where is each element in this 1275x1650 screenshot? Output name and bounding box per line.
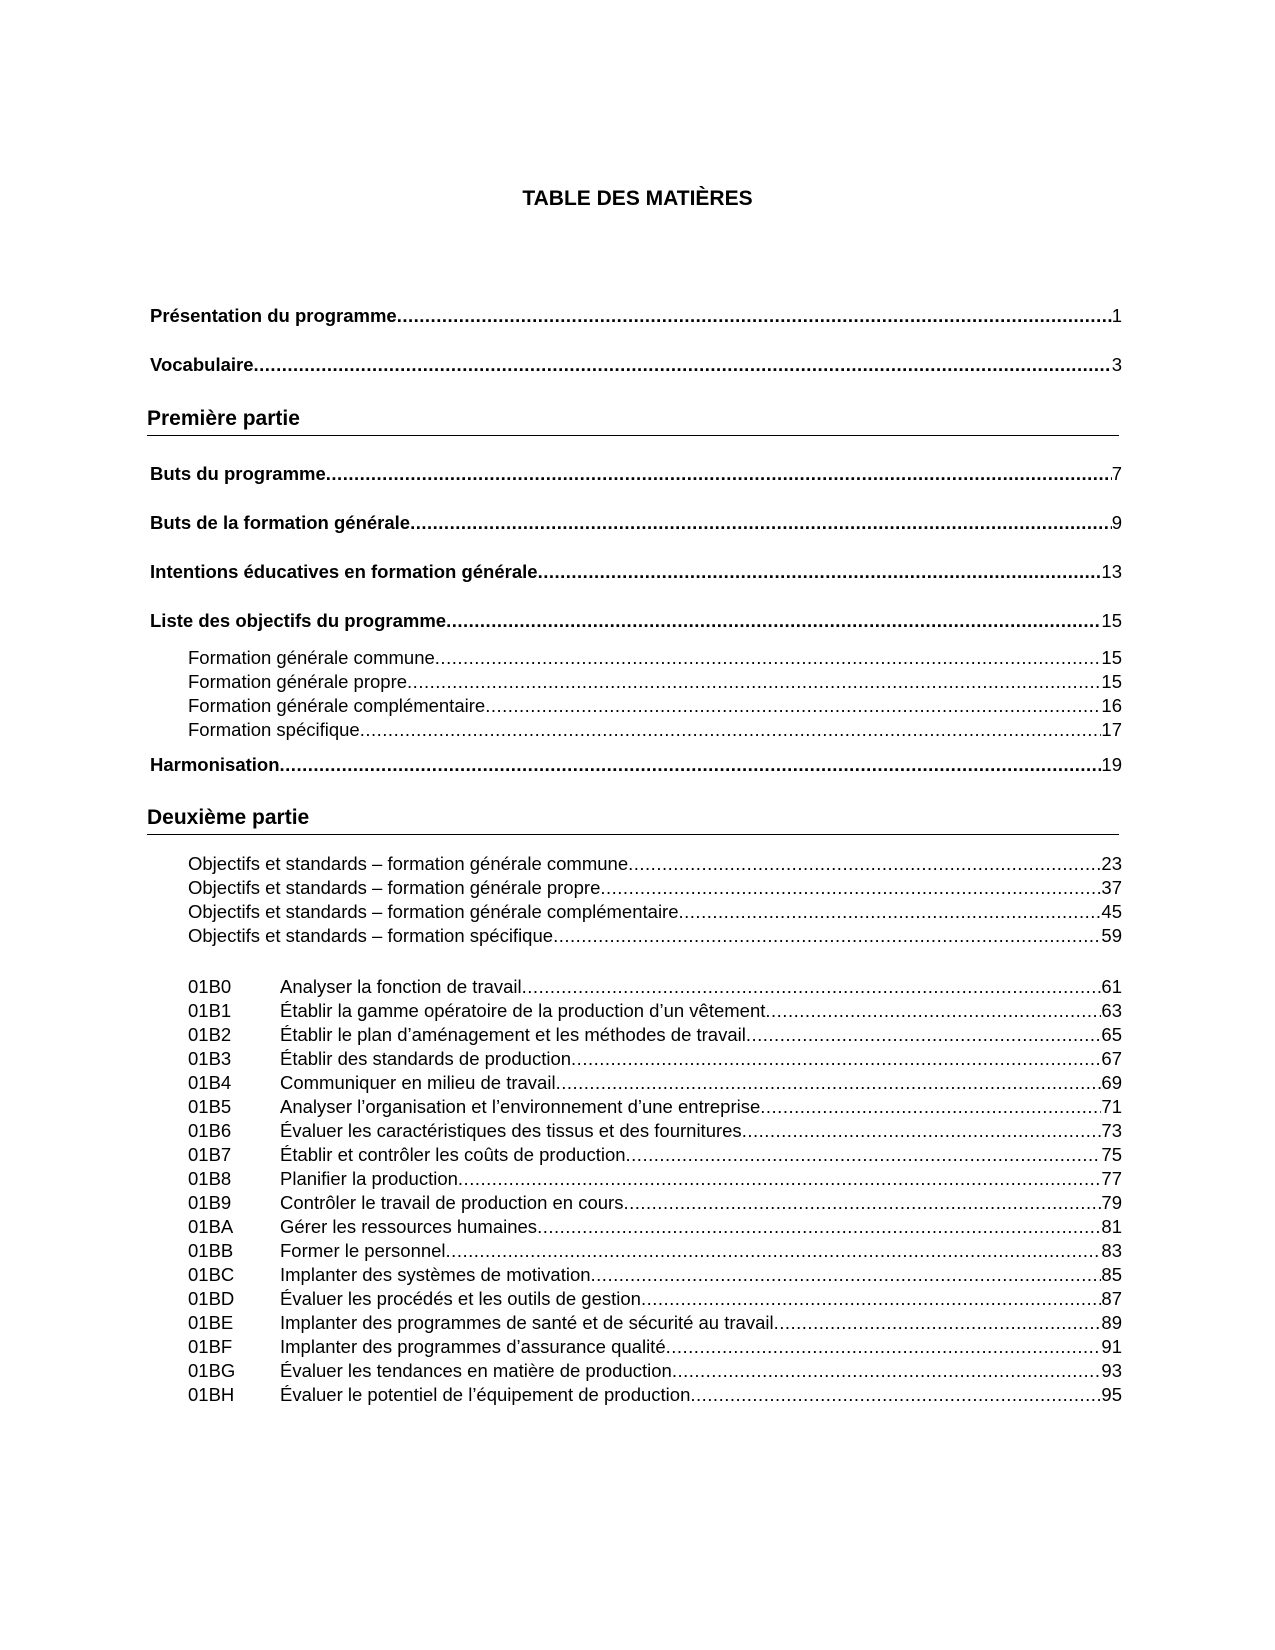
- toc-entry-page: 15: [1101, 610, 1122, 631]
- dot-leader: [326, 462, 1112, 486]
- toc-sub-entry[interactable]: [188, 718, 1122, 742]
- objective-code: 01BD: [188, 1288, 235, 1309]
- objective-entry[interactable]: [188, 1359, 1122, 1383]
- dot-leader: [446, 609, 1101, 633]
- toc-entry-page: 17: [1101, 719, 1122, 740]
- toc-entry[interactable]: [150, 304, 1122, 328]
- dot-leader: [397, 304, 1112, 328]
- toc-entry-label: Évaluer les tendances en matière de production: [280, 1360, 672, 1381]
- toc-entry-page: 79: [1101, 1192, 1122, 1213]
- dot-leader: [458, 1167, 1102, 1191]
- dot-leader: [623, 1191, 1101, 1215]
- toc-sub-entry[interactable]: [188, 852, 1122, 876]
- objective-entry[interactable]: [188, 1311, 1122, 1335]
- objective-entry[interactable]: [188, 1263, 1122, 1287]
- objective-entry[interactable]: [188, 1383, 1122, 1407]
- objective-code: 01B6: [188, 1120, 232, 1141]
- objective-code: 01B4: [188, 1072, 232, 1093]
- objective-entry[interactable]: [188, 1167, 1122, 1191]
- objective-code: 01B5: [188, 1096, 232, 1117]
- toc-entry-label: Gérer les ressources humaines: [280, 1216, 538, 1237]
- toc-entry[interactable]: [150, 353, 1122, 377]
- toc-entry-page: 13: [1101, 561, 1122, 582]
- dot-leader: [537, 1215, 1101, 1239]
- dot-leader: [407, 670, 1101, 694]
- objective-entry[interactable]: [188, 975, 1122, 999]
- toc-entry-label: Communiquer en milieu de travail: [280, 1072, 556, 1093]
- toc-entry-page: 95: [1101, 1384, 1122, 1405]
- dot-leader: [679, 900, 1102, 924]
- objective-entry[interactable]: [188, 1143, 1122, 1167]
- dot-leader: [571, 1047, 1101, 1071]
- objective-code: 01B3: [188, 1048, 232, 1069]
- toc-entry-page: 69: [1101, 1072, 1122, 1093]
- objective-entry[interactable]: [188, 1095, 1122, 1119]
- toc-entry-label: Intentions éducatives en formation générale: [150, 561, 538, 582]
- toc-sub-entry[interactable]: [188, 900, 1122, 924]
- toc-entry-label: Vocabulaire: [150, 354, 254, 375]
- toc-entry-label: Établir la gamme opératoire de la production d’un vêtement: [280, 1000, 766, 1021]
- toc-entry-label: Objectifs et standards – formation générale commune: [188, 853, 629, 874]
- dot-leader: [765, 999, 1101, 1023]
- objective-code: 01BH: [188, 1384, 235, 1405]
- dot-leader: [280, 753, 1102, 777]
- dot-leader: [760, 1095, 1101, 1119]
- toc-sub-entry[interactable]: [188, 876, 1122, 900]
- dot-leader: [641, 1287, 1101, 1311]
- toc-entry-page: 73: [1101, 1120, 1122, 1141]
- toc-entry-label: Établir des standards de production: [280, 1048, 572, 1069]
- toc-entry[interactable]: [150, 462, 1122, 486]
- objective-entry[interactable]: [188, 1047, 1122, 1071]
- toc-entry-page: 16: [1101, 695, 1122, 716]
- toc-entry-label: Objectifs et standards – formation spécifique: [188, 925, 554, 946]
- dot-leader: [522, 975, 1102, 999]
- toc-entry-label: Objectifs et standards – formation générale complémentaire: [188, 901, 679, 922]
- section-heading-part1: Première partie: [147, 406, 1119, 436]
- dot-leader: [626, 1143, 1102, 1167]
- objective-code: 01B9: [188, 1192, 232, 1213]
- toc-entry-page: 59: [1101, 925, 1122, 946]
- toc-entry-label: Contrôler le travail de production en cours: [280, 1192, 624, 1213]
- objective-entry[interactable]: [188, 1215, 1122, 1239]
- toc-entry-page: 15: [1101, 671, 1122, 692]
- dot-leader: [556, 1071, 1102, 1095]
- objective-code: 01BF: [188, 1336, 233, 1357]
- toc-entry-label: Établir le plan d’aménagement et les méthodes de travail: [280, 1024, 746, 1045]
- toc-entry-label: Buts du programme: [150, 463, 326, 484]
- toc-entry-label: Harmonisation: [150, 754, 280, 775]
- toc-entry-label: Présentation du programme: [150, 305, 397, 326]
- dot-leader: [591, 1263, 1102, 1287]
- objective-code: 01B8: [188, 1168, 232, 1189]
- dot-leader: [435, 646, 1102, 670]
- dot-leader: [538, 560, 1102, 584]
- objective-code: 01BE: [188, 1312, 234, 1333]
- toc-entry-page: 67: [1101, 1048, 1122, 1069]
- objective-code: 01BG: [188, 1360, 236, 1381]
- toc-entry-label: Implanter des systèmes de motivation: [280, 1264, 591, 1285]
- toc-entry-label: Implanter des programmes de santé et de sécurité au travail: [280, 1312, 774, 1333]
- toc-entry[interactable]: [150, 511, 1122, 535]
- dot-leader: [485, 694, 1101, 718]
- toc-entry-page: 23: [1101, 853, 1122, 874]
- objective-entry[interactable]: [188, 1119, 1122, 1143]
- toc-entry-page: 37: [1101, 877, 1122, 898]
- toc-entry-page: 3: [1111, 354, 1122, 375]
- dot-leader: [774, 1311, 1102, 1335]
- toc-sub-entry[interactable]: [188, 646, 1122, 670]
- toc-entry[interactable]: [150, 560, 1122, 584]
- toc-entry-label: Formation générale complémentaire: [188, 695, 486, 716]
- toc-entry-label: Formation spécifique: [188, 719, 360, 740]
- toc-entry-label: Formation générale commune: [188, 647, 435, 668]
- objective-entry[interactable]: [188, 1071, 1122, 1095]
- dot-leader: [746, 1023, 1102, 1047]
- objective-code: 01BC: [188, 1264, 235, 1285]
- objective-code: 01B2: [188, 1024, 232, 1045]
- toc-sub-entry[interactable]: [188, 924, 1122, 948]
- objective-code: 01B0: [188, 976, 232, 997]
- objective-code: 01BB: [188, 1240, 234, 1261]
- toc-entry[interactable]: [150, 753, 1122, 777]
- toc-entry-page: 87: [1101, 1288, 1122, 1309]
- objective-entry[interactable]: [188, 1287, 1122, 1311]
- toc-entry-page: 19: [1101, 754, 1122, 775]
- toc-entry-page: 77: [1101, 1168, 1122, 1189]
- objective-entry[interactable]: [188, 1335, 1122, 1359]
- dot-leader: [410, 511, 1112, 535]
- toc-sub-entry[interactable]: [188, 694, 1122, 718]
- toc-entry-label: Évaluer le potentiel de l’équipement de production: [280, 1384, 691, 1405]
- toc-entry-page: 85: [1101, 1264, 1122, 1285]
- dot-leader: [628, 852, 1101, 876]
- toc-entry-page: 75: [1101, 1144, 1122, 1165]
- objective-code: 01B7: [188, 1144, 232, 1165]
- dot-leader: [666, 1335, 1102, 1359]
- toc-entry-label: Évaluer les caractéristiques des tissus et des fournitures: [280, 1120, 742, 1141]
- dot-leader: [360, 718, 1102, 742]
- objective-code: 01BA: [188, 1216, 234, 1237]
- dot-leader: [742, 1119, 1102, 1143]
- toc-entry-label: Évaluer les procédés et les outils de gestion: [280, 1288, 641, 1309]
- toc-entry-page: 61: [1101, 976, 1122, 997]
- toc-entry-page: 15: [1101, 647, 1122, 668]
- toc-entry-page: 9: [1111, 512, 1122, 533]
- toc-entry-label: Former le personnel: [280, 1240, 446, 1261]
- toc-entry-page: 65: [1101, 1024, 1122, 1045]
- objective-entry[interactable]: [188, 1023, 1122, 1047]
- toc-entry-page: 91: [1101, 1336, 1122, 1357]
- objective-code: 01B1: [188, 1000, 232, 1021]
- dot-leader: [672, 1359, 1102, 1383]
- toc-entry-label: Liste des objectifs du programme: [150, 610, 447, 631]
- objective-entry[interactable]: [188, 1239, 1122, 1263]
- toc-entry-label: Buts de la formation générale: [150, 512, 411, 533]
- toc-entry-page: 89: [1101, 1312, 1122, 1333]
- objective-entry[interactable]: [188, 1191, 1122, 1215]
- dot-leader: [690, 1383, 1101, 1407]
- toc-entry-label: Analyser l’organisation et l’environnement d’une entreprise: [280, 1096, 761, 1117]
- toc-entry-label: Implanter des programmes d’assurance qualité: [280, 1336, 666, 1357]
- toc-entry-page: 93: [1101, 1360, 1122, 1381]
- dot-leader: [600, 876, 1101, 900]
- dot-leader: [446, 1239, 1102, 1263]
- section-heading-part2: Deuxième partie: [147, 805, 1119, 835]
- toc-entry-label: Analyser la fonction de travail: [280, 976, 522, 997]
- toc-entry[interactable]: [150, 609, 1122, 633]
- dot-leader: [553, 924, 1101, 948]
- toc-entry-label: Établir et contrôler les coûts de production: [280, 1144, 626, 1165]
- toc-entry-label: Planifier la production: [280, 1168, 458, 1189]
- toc-entry-label: Objectifs et standards – formation générale propre: [188, 877, 601, 898]
- toc-sub-entry[interactable]: [188, 670, 1122, 694]
- toc-entry-page: 81: [1101, 1216, 1122, 1237]
- toc-entry-page: 83: [1101, 1240, 1122, 1261]
- toc-entry-page: 1: [1111, 305, 1122, 326]
- toc-entry-label: Formation générale propre: [188, 671, 408, 692]
- objective-entry[interactable]: [188, 999, 1122, 1023]
- toc-entry-page: 7: [1111, 463, 1122, 484]
- toc-entry-page: 63: [1101, 1000, 1122, 1021]
- toc-entry-page: 71: [1101, 1096, 1122, 1117]
- toc-entry-page: 45: [1101, 901, 1122, 922]
- page-title: TABLE DES MATIÈRES: [522, 187, 753, 210]
- dot-leader: [254, 353, 1112, 377]
